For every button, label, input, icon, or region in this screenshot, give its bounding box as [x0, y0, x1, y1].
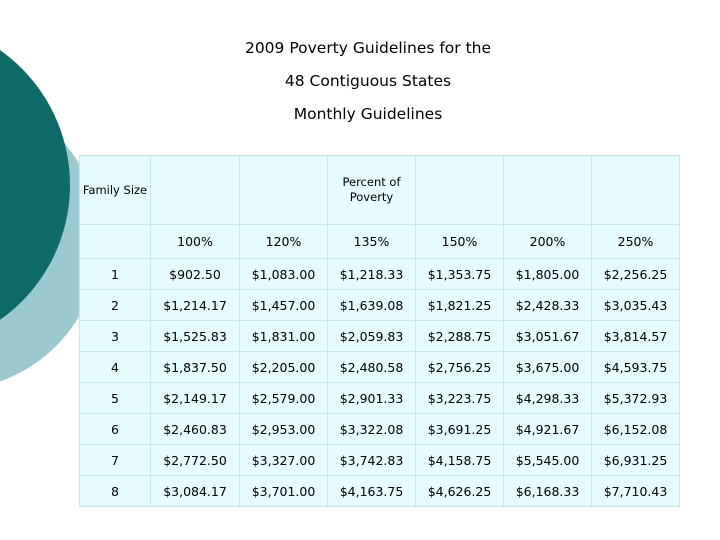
- guideline-value-cell: $2,756.25: [416, 352, 504, 383]
- guideline-value-cell: $2,772.50: [151, 445, 240, 476]
- guideline-value-cell: $3,223.75: [416, 383, 504, 414]
- percent-column-header: 250%: [592, 225, 680, 259]
- guideline-value-cell: $2,205.00: [240, 352, 328, 383]
- guideline-value-cell: $6,931.25: [592, 445, 680, 476]
- guideline-value-cell: $1,805.00: [504, 259, 592, 290]
- table-row: [80, 259, 680, 290]
- guideline-value-cell: $1,218.33: [328, 259, 416, 290]
- guideline-value-cell: $3,322.08: [328, 414, 416, 445]
- guideline-value-cell: $2,579.00: [240, 383, 328, 414]
- guideline-value-cell: $3,675.00: [504, 352, 592, 383]
- guideline-value-cell: $4,298.33: [504, 383, 592, 414]
- guideline-value-cell: $3,051.67: [504, 321, 592, 352]
- guideline-value-cell: $3,035.43: [592, 290, 680, 321]
- family-size-cell: 2: [80, 290, 151, 321]
- guideline-value-cell: $2,059.83: [328, 321, 416, 352]
- percent-column-header: 200%: [504, 225, 592, 259]
- family-size-cell: 6: [80, 414, 151, 445]
- guideline-value-cell: $2,149.17: [151, 383, 240, 414]
- family-size-cell: 7: [80, 445, 151, 476]
- guideline-value-cell: $4,626.25: [416, 476, 504, 507]
- family-size-cell: 1: [80, 259, 151, 290]
- family-size-cell: 8: [80, 476, 151, 507]
- guideline-value-cell: $4,921.67: [504, 414, 592, 445]
- percent-row-empty-cell: [80, 225, 151, 259]
- guideline-value-cell: $1,831.00: [240, 321, 328, 352]
- guideline-value-cell: $2,953.00: [240, 414, 328, 445]
- guideline-value-cell: $1,525.83: [151, 321, 240, 352]
- percent-of-poverty-header: Percent of Poverty: [328, 156, 416, 225]
- guideline-value-cell: $7,710.43: [592, 476, 680, 507]
- title-line-3: Monthly Guidelines: [293, 105, 443, 123]
- guideline-value-cell: $2,428.33: [504, 290, 592, 321]
- guideline-value-cell: $2,288.75: [416, 321, 504, 352]
- guideline-value-cell: $4,158.75: [416, 445, 504, 476]
- guideline-value-cell: $3,814.57: [592, 321, 680, 352]
- guideline-value-cell: $4,163.75: [328, 476, 416, 507]
- guideline-value-cell: $5,545.00: [504, 445, 592, 476]
- guideline-value-cell: $2,256.25: [592, 259, 680, 290]
- percent-column-header: 150%: [416, 225, 504, 259]
- guideline-value-cell: $2,480.58: [328, 352, 416, 383]
- guideline-value-cell: $902.50: [151, 259, 240, 290]
- table-row: [80, 383, 680, 414]
- guideline-value-cell: $4,593.75: [592, 352, 680, 383]
- percent-column-header: 120%: [240, 225, 328, 259]
- header-row: [80, 156, 680, 225]
- table-row: [80, 476, 680, 507]
- guideline-value-cell: $3,742.83: [328, 445, 416, 476]
- table-row: [80, 290, 680, 321]
- table-row: [80, 352, 680, 383]
- header-empty-cell: [416, 156, 504, 225]
- guideline-value-cell: $5,372.93: [592, 383, 680, 414]
- table-row: [80, 445, 680, 476]
- family-size-cell: 5: [80, 383, 151, 414]
- header-empty-cell: [592, 156, 680, 225]
- guideline-value-cell: $1,821.25: [416, 290, 504, 321]
- guideline-value-cell: $1,639.08: [328, 290, 416, 321]
- guideline-value-cell: $3,701.00: [240, 476, 328, 507]
- header-empty-cell: [504, 156, 592, 225]
- guideline-value-cell: $6,168.33: [504, 476, 592, 507]
- poverty-guidelines-table: [79, 155, 680, 507]
- guideline-value-cell: $3,691.25: [416, 414, 504, 445]
- table-row: [80, 321, 680, 352]
- percent-column-header: 135%: [328, 225, 416, 259]
- guideline-value-cell: $3,327.00: [240, 445, 328, 476]
- guideline-value-cell: $2,460.83: [151, 414, 240, 445]
- guideline-value-cell: $2,901.33: [328, 383, 416, 414]
- guideline-value-cell: $6,152.08: [592, 414, 680, 445]
- family-size-cell: 3: [80, 321, 151, 352]
- table-row: [80, 414, 680, 445]
- percent-row: [80, 225, 680, 259]
- guideline-value-cell: $1,837.50: [151, 352, 240, 383]
- percent-column-header: 100%: [151, 225, 240, 259]
- guideline-value-cell: $1,214.17: [151, 290, 240, 321]
- guideline-value-cell: $3,084.17: [151, 476, 240, 507]
- family-size-cell: 4: [80, 352, 151, 383]
- guideline-value-cell: $1,083.00: [240, 259, 328, 290]
- title-line-1: 2009 Poverty Guidelines for the: [244, 39, 492, 57]
- guideline-value-cell: $1,353.75: [416, 259, 504, 290]
- header-empty-cell: [151, 156, 240, 225]
- family-size-header: Family Size: [80, 156, 151, 225]
- title-line-2: 48 Contiguous States: [284, 72, 452, 90]
- header-empty-cell: [240, 156, 328, 225]
- guideline-value-cell: $1,457.00: [240, 290, 328, 321]
